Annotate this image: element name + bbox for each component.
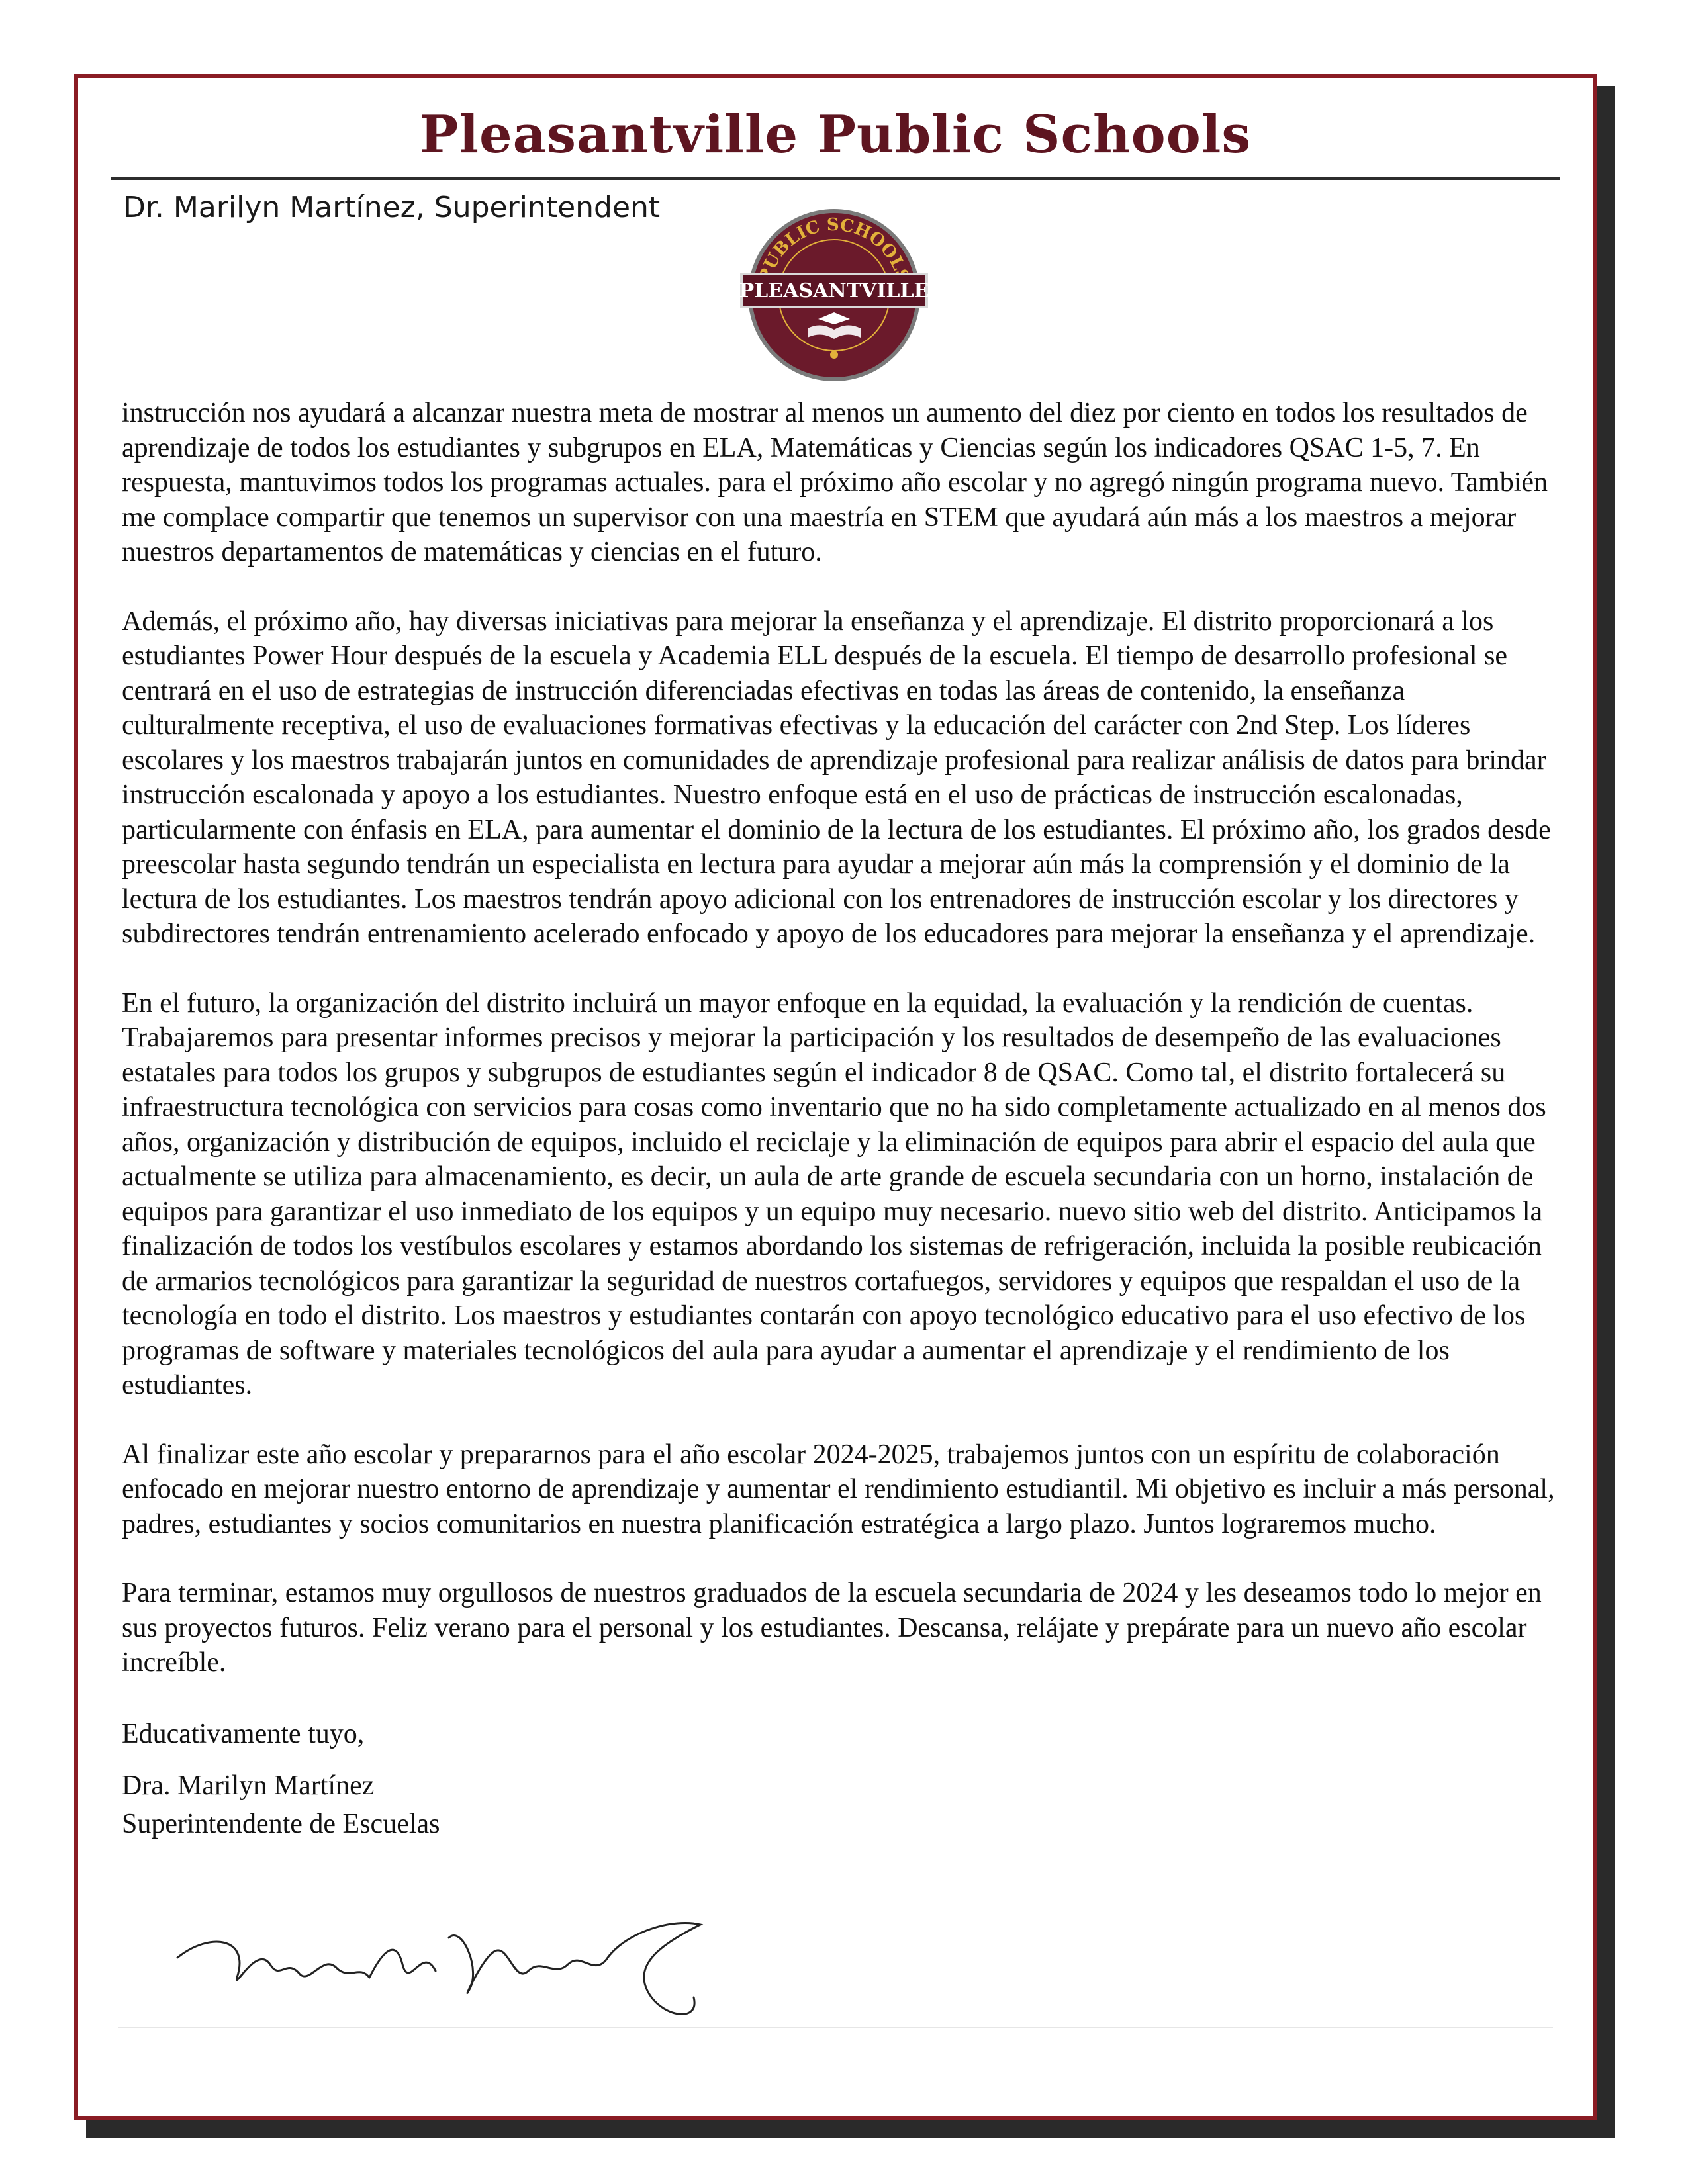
letter-body xyxy=(122,396,1556,1843)
logo-arc-text: UBLIC SCHOOL xyxy=(760,214,908,273)
paragraph-4: Al finalizar este año escolar y prepararnos para el año escolar 2024-2025, trabajemos juntos con un espíritu de colaboración enfocado en mejorar nuestro entorno de aprendizaje y aumentar el rendimiento estudiantil. Mi objetivo es incluir a más personal, padres, estudiantes y socios comunitarios en nuestra planificación estratégica a largo plazo. Juntos lograremos mucho. xyxy=(122,1439,1555,1539)
signer-title: Superintendente de Escuelas xyxy=(122,1808,440,1839)
signer-name: Dra. Marilyn Martínez xyxy=(122,1770,375,1801)
paragraph-2: Además, el próximo año, hay diversas iniciativas para mejorar la enseñanza y el aprendizaje. El distrito proporcionará a los estudiantes Power Hour después de la escuela y Academia ELL después de la escuela. El tiempo de desarrollo profesional se centrará en el uso de estrategias de instrucción diferenciadas efectivas en todas las áreas de contenido, la enseñanza culturalmente receptiva, el uso de evaluaciones formativas efectivas y la educación del carácter con 2nd Step. Los líderes escolares y los maestros trabajarán juntos en comunidades de aprendizaje profesional para realizar análisis de datos para brindar instrucción escalonada y apoyo a los estudiantes. Nuestro enfoque está en el uso de prácticas de instrucción escalonadas, particularmente con énfasis en ELA, para aumentar el dominio de la lectura de los estudiantes. El próximo año, los grados desde preescolar hasta segundo tendrán un especialista en lectura para ayudar a mejorar aún más la comprensión y el dominio de la lectura de los estudiantes. Los maestros tendrán apoyo adicional con los entrenadores de instrucción escolar y los directores y subdirectores tendrán entrenamiento acelerado enfocado y apoyo de los educadores para mejorar la enseñanza y el aprendizaje. xyxy=(122,606,1551,949)
paragraph-3: En el futuro, la organización del distrito incluirá un mayor enfoque en la equidad, la evaluación y la rendición de cuentas. Trabajaremos para presentar informes precisos y mejorar la participación y los resultados de desempeño de las evaluaciones estatales para todos los grupos y subgrupos de estudiantes según el indicador 8 de QSAC. Como tal, el distrito fortalecerá su infraestructura tecnológica con servicios para cosas como inventario que no ha sido completamente actualizado en al menos dos años, organización y distribución de equipos, incluido el reciclaje y la eliminación de equipos para abrir el espacio del aula que actualmente se utiliza para almacenamiento, es decir, un aula de arte grande de escuela secundaria con un horno, instalación de equipos para garantizar el uso inmediato de los equipos y un equipo muy necesario. nuevo sitio web del distrito. Anticipamos la finalización de todos los vestíbulos escolares y estamos abordando los sistemas de refrigeración, incluida la posible reubicación de armarios tecnológicos para garantizar la seguridad de nuestros cortafuegos, servidores y equipos que respaldan el uso de la tecnología en todo el distrito. Los maestros y estudiantes contarán con apoyo tecnológico educativo para el uso efectivo de los programas de software y materiales tecnológicos del aula para ayudar a aumentar el aprendizaje y el rendimiento de los estudiantes. xyxy=(122,987,1546,1400)
logo-banner-text: PLEASANTVILLE xyxy=(739,279,929,302)
closing-block xyxy=(122,1715,1556,1843)
closing-line: Educativamente tuyo, xyxy=(122,1718,365,1749)
superintendent-line: Dr. Marilyn Martínez, Superintendent xyxy=(123,191,661,224)
signature xyxy=(171,1918,714,2037)
header-rule xyxy=(111,177,1560,180)
star-icon xyxy=(830,351,838,359)
footer-rule xyxy=(118,2027,1553,2028)
paragraph-5: Para terminar, estamos muy orgullosos de nuestros graduados de la escuela secundaria de 2024 y les deseamos todo lo mejor en sus proyectos futuros. Feliz verano para el personal y los estudiantes. Descansa, relájate y prepárate para un nuevo año escolar increíble. xyxy=(122,1578,1542,1678)
paragraph-1: instrucción nos ayudará a alcanzar nuestra meta de mostrar al menos un aumento del diez por ciento en todos los resultados de aprendizaje de todos los estudiantes y subgrupos en ELA, Matemáticas y Ciencias según los indicadores QSAC 1-5, 7. En respuesta, mantuvimos todos los programas actuales. para el próximo año escolar y no agregó ningún programa nuevo. También me complace compartir que tenemos un supervisor con una maestría en STEM que ayudará aún más a los maestros a mejorar nuestros departamentos de matemáticas y ciencias en el futuro. xyxy=(122,398,1548,567)
district-logo xyxy=(739,196,929,387)
district-title: Pleasantville Public Schools xyxy=(419,105,1252,165)
letterhead-frame xyxy=(74,74,1597,2120)
